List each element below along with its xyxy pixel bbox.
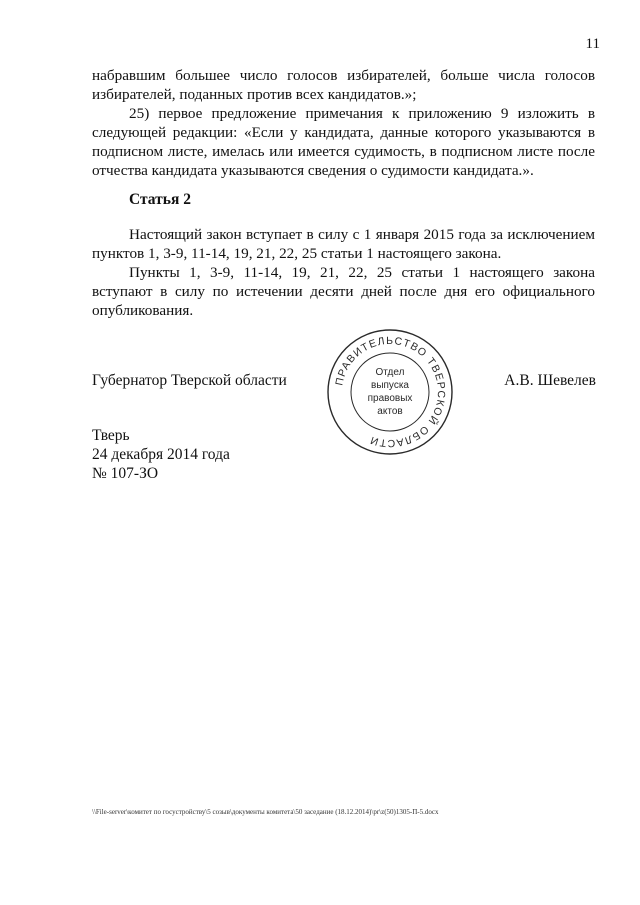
paragraph-delayed-effect: Пункты 1, 3-9, 11-14, 19, 21, 22, 25 статьи 1 настоящего закона вступают в силу по истечении десяти дней после дня его официального опубликования. xyxy=(92,264,595,319)
paragraph-effective-date: Настоящий закон вступает в силу с 1 января 2015 года за исключением пунктов 1, 3-9, 11-14, 19, 21, 22, 25 статьи 1 настоящего закона. xyxy=(92,226,595,262)
seal-inner-ring xyxy=(351,353,429,431)
law-number: № 107-ЗО xyxy=(92,465,159,482)
seal-outer-text: ПРАВИТЕЛЬСТВО ТВЕРСКОЙ ОБЛАСТИ xyxy=(333,334,448,450)
file-path: \\File-server\комитет по госустройству\5 созыв\документы комитета\50 заседание (18.12.2014)\pr\z(50)1305-П-5.docx xyxy=(92,808,439,816)
paragraph-continuation: набравшим большее число голосов избирателей, больше числа голосов избирателей, поданных против всех кандидатов.»; xyxy=(92,67,595,103)
paragraph-item-25: 25) первое предложение примечания к приложению 9 изложить в следующей редакции: «Если у кандидата, данные которого указываются в подписном листе, имелась или имеется судимость, в подписном листе после отчества кандидата указываются сведения о судимости кандидата.». xyxy=(92,105,595,179)
signing-details xyxy=(92,426,230,483)
seal-outer-ring xyxy=(328,330,452,454)
page-number: 11 xyxy=(585,36,600,52)
signing-date: 24 декабря 2014 года xyxy=(92,446,230,463)
seal-line-1: Отдел xyxy=(375,367,405,378)
article-heading: Статья 2 xyxy=(129,191,191,208)
seal-line-2: выпуска xyxy=(371,380,409,391)
seal-line-3: правовых xyxy=(367,393,413,404)
signing-city: Тверь xyxy=(92,427,130,444)
governor-title: Губернатор Тверской области xyxy=(92,372,287,389)
seal-line-4: актов xyxy=(377,406,403,417)
official-seal xyxy=(325,327,455,457)
governor-name: А.В. Шевелев xyxy=(504,372,596,389)
